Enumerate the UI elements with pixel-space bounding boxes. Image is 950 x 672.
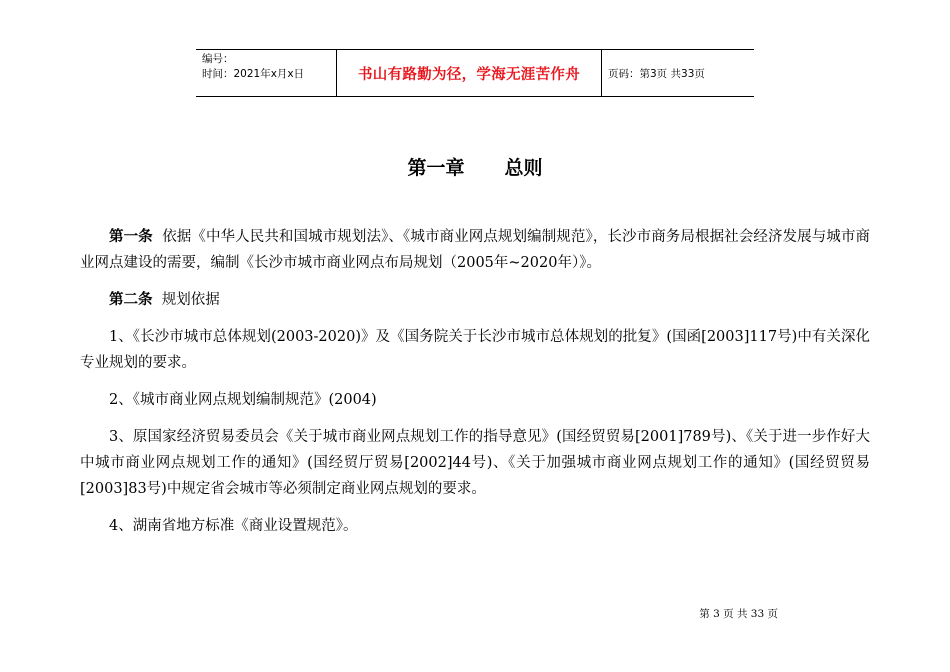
page-label: 页码：第3页 共33页 xyxy=(608,67,705,80)
article-1 xyxy=(80,224,870,276)
article-2-text: 规划依据 xyxy=(161,292,220,308)
basis-item-4: 4、湖南省地方标准《商业设置规范》。 xyxy=(109,518,358,534)
chapter-heading xyxy=(0,153,950,180)
header-meta-cell xyxy=(196,50,337,96)
document-body xyxy=(80,224,870,539)
article-2-label: 第二条 xyxy=(109,292,153,308)
page-number-cell xyxy=(602,50,754,96)
chapter-title: 总则 xyxy=(504,157,543,179)
chapter-number: 第一章 xyxy=(407,157,465,179)
basis-item-1: 1、《长沙市城市总体规划(2003-2020)》及《国务院关于长沙市城市总体规划的批复》(国函[2003]117号)中有关深化专业规划的要求。 xyxy=(80,329,870,371)
number-label: 编号： xyxy=(202,53,234,65)
time-label: 时间：2021年x月x日 xyxy=(202,68,305,80)
basis-item-3: 3、原国家经济贸易委员会《关于城市商业网点规划工作的指导意见》(国经贸贸易[2001]789号)、《关于进一步作好大中城市商业网点规划工作的通知》(国经贸厅贸易[2002]44号)、《关于加强城市商业网点规划工作的通知》(国经贸贸易[2003]83号)中规定省会城市等必须制定商业网点规划的要求。 xyxy=(80,429,870,497)
motto-text: 书山有路勤为径，学海无涯苦作舟 xyxy=(358,66,580,83)
basis-item-2: 2、《城市商业网点规划编制规范》(2004) xyxy=(109,392,377,408)
article-1-text: 依据《中华人民共和国城市规划法》、《城市商业网点规划编制规范》，长沙市商务局根据社会经济发展与城市商业网点建设的需要，编制《长沙市城市商业网点布局规划（2005年~2020年）》。 xyxy=(80,229,870,271)
article-2 xyxy=(80,287,870,313)
page-footer xyxy=(699,606,778,621)
footer-page-text: 第 3 页 共 33 页 xyxy=(699,608,778,620)
motto-cell xyxy=(337,50,602,96)
page-header xyxy=(196,49,754,97)
article-1-label: 第一条 xyxy=(109,229,153,245)
